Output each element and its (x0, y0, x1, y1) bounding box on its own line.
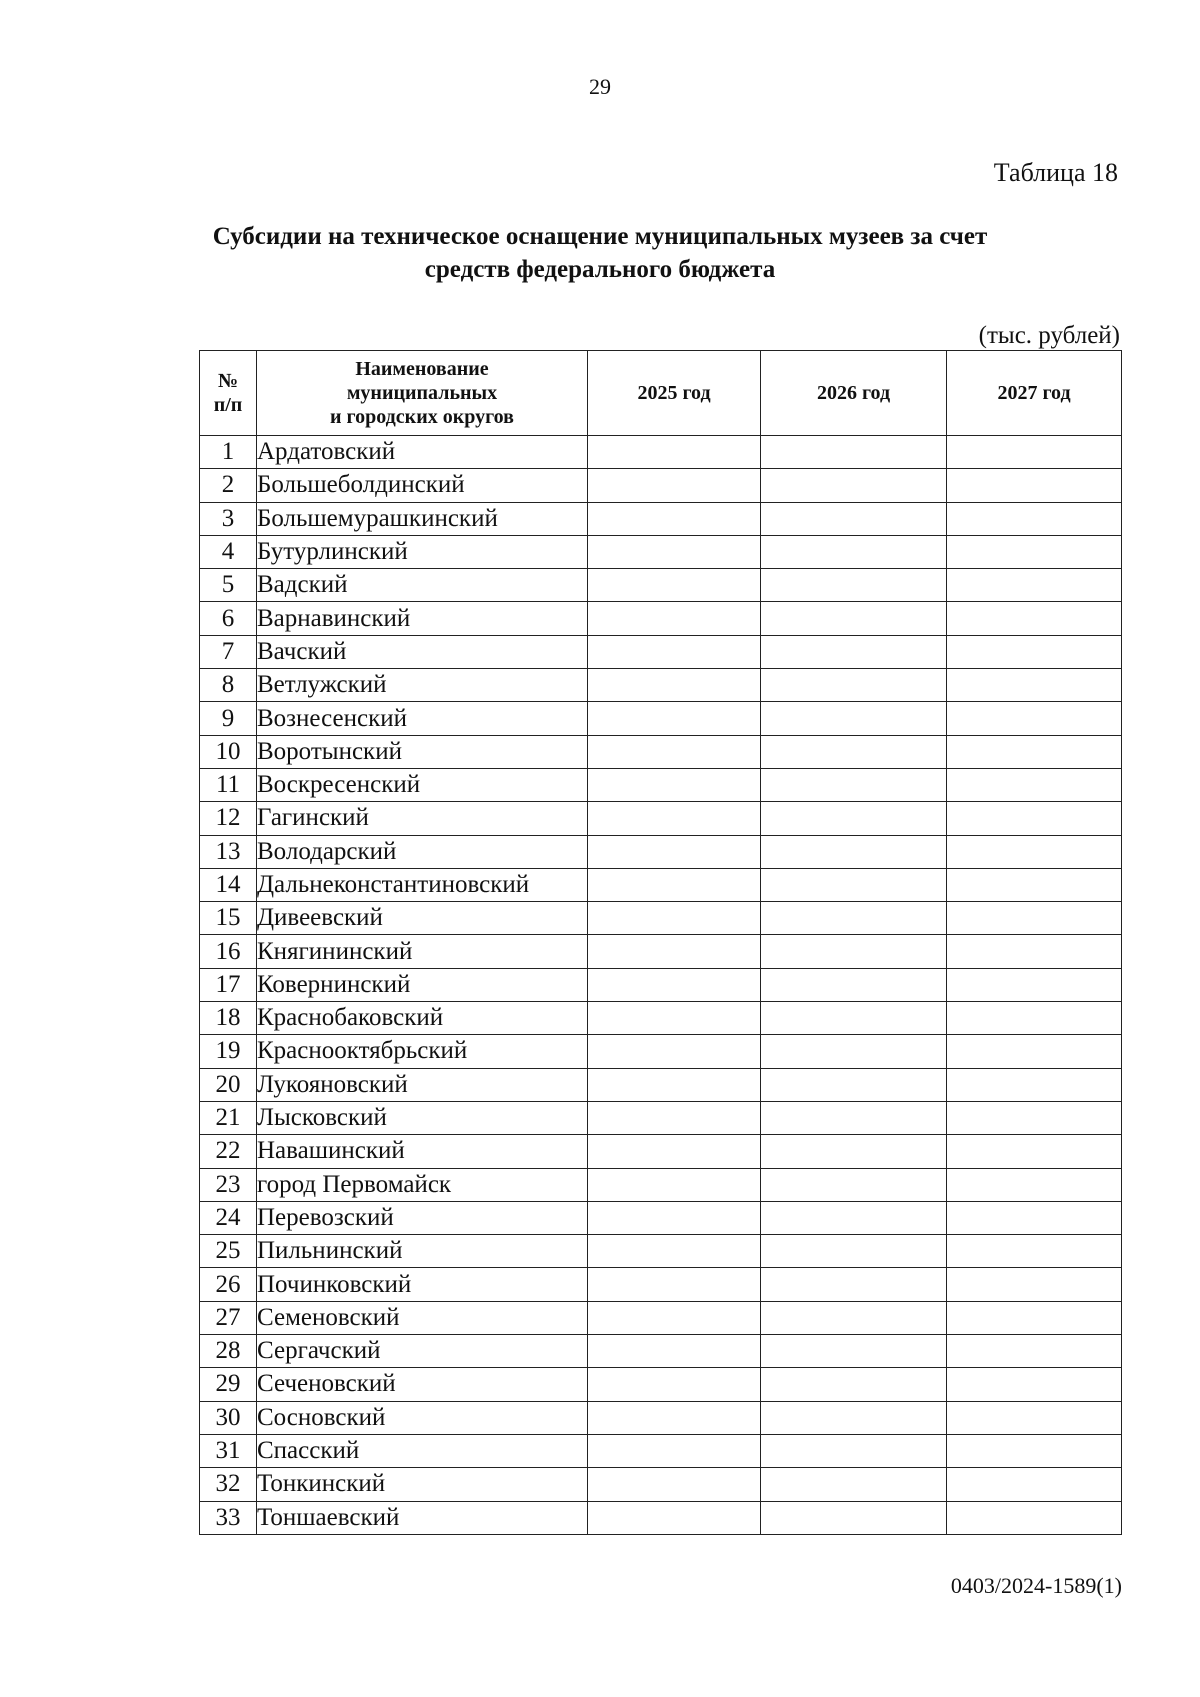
table-row (200, 1335, 1122, 1368)
value-2025-cell (588, 569, 761, 602)
value-2027-cell (947, 1368, 1122, 1401)
district-name: Ардатовский (257, 436, 588, 469)
district-name: Большемурашкинский (257, 502, 588, 535)
district-name: Княгининский (257, 935, 588, 968)
value-2025-cell (588, 1368, 761, 1401)
value-2026-cell (761, 669, 947, 702)
value-2026-cell (761, 835, 947, 868)
value-2025-cell (588, 735, 761, 768)
header-num-line-1: № (217, 370, 239, 392)
value-2025-cell (588, 535, 761, 568)
district-name: Тоншаевский (257, 1501, 588, 1534)
value-2027-cell (947, 436, 1122, 469)
header-2025: 2025 год (588, 351, 761, 436)
value-2026-cell (761, 768, 947, 801)
row-number: 14 (200, 868, 257, 901)
title-line-2: средств федерального бюджета (424, 256, 776, 283)
district-name: Воскресенский (257, 768, 588, 801)
district-name: Большеболдинский (257, 469, 588, 502)
row-number: 30 (200, 1401, 257, 1434)
row-number: 13 (200, 835, 257, 868)
table-row (200, 1201, 1122, 1234)
table-row (200, 1135, 1122, 1168)
row-number: 3 (200, 502, 257, 535)
value-2025-cell (588, 1035, 761, 1068)
district-name: Краснобаковский (257, 1002, 588, 1035)
table-row (200, 1468, 1122, 1501)
value-2027-cell (947, 768, 1122, 801)
district-name: Ковернинский (257, 968, 588, 1001)
document-code: 0403/2024-1589(1) (950, 1573, 1122, 1598)
value-2026-cell (761, 702, 947, 735)
value-2027-cell (947, 602, 1122, 635)
table-row (200, 1068, 1122, 1101)
value-2025-cell (588, 469, 761, 502)
table-row (200, 1301, 1122, 1334)
table-row (200, 669, 1122, 702)
row-number: 22 (200, 1135, 257, 1168)
value-2025-cell (588, 868, 761, 901)
value-2027-cell (947, 1101, 1122, 1134)
value-2025-cell (588, 1168, 761, 1201)
value-2026-cell (761, 1201, 947, 1234)
table-row (200, 702, 1122, 735)
value-2025-cell (588, 1301, 761, 1334)
value-2027-cell (947, 1401, 1122, 1434)
district-name: Сеченовский (257, 1368, 588, 1401)
table-row (200, 602, 1122, 635)
table-row (200, 968, 1122, 1001)
value-2027-cell (947, 1268, 1122, 1301)
value-2027-cell (947, 868, 1122, 901)
value-2026-cell (761, 569, 947, 602)
value-2026-cell (761, 735, 947, 768)
value-2025-cell (588, 502, 761, 535)
district-name: Бутурлинский (257, 535, 588, 568)
district-name: Навашинский (257, 1135, 588, 1168)
district-name: Пильнинский (257, 1235, 588, 1268)
row-number: 2 (200, 469, 257, 502)
row-number: 11 (200, 768, 257, 801)
value-2027-cell (947, 1035, 1122, 1068)
value-2025-cell (588, 802, 761, 835)
units-note: (тыс. рублей) (978, 322, 1120, 349)
row-number: 5 (200, 569, 257, 602)
value-2027-cell (947, 1135, 1122, 1168)
header-2027: 2027 год (947, 351, 1122, 436)
row-number: 28 (200, 1335, 257, 1368)
district-name: Вачский (257, 635, 588, 668)
value-2026-cell (761, 1501, 947, 1534)
value-2026-cell (761, 1068, 947, 1101)
row-number: 26 (200, 1268, 257, 1301)
table-row (200, 902, 1122, 935)
table-row (200, 1434, 1122, 1467)
value-2025-cell (588, 1401, 761, 1434)
row-number: 23 (200, 1168, 257, 1201)
value-2027-cell (947, 1002, 1122, 1035)
table-row (200, 835, 1122, 868)
header-num-line-2: п/п (213, 394, 243, 416)
value-2026-cell (761, 935, 947, 968)
value-2026-cell (761, 1101, 947, 1134)
value-2025-cell (588, 602, 761, 635)
value-2026-cell (761, 868, 947, 901)
district-name: Починковский (257, 1268, 588, 1301)
value-2027-cell (947, 735, 1122, 768)
table-row (200, 1401, 1122, 1434)
value-2027-cell (947, 1335, 1122, 1368)
value-2026-cell (761, 802, 947, 835)
value-2027-cell (947, 1168, 1122, 1201)
district-name: Краснооктябрьский (257, 1035, 588, 1068)
value-2025-cell (588, 1101, 761, 1134)
value-2027-cell (947, 502, 1122, 535)
district-name: Семеновский (257, 1301, 588, 1334)
row-number: 8 (200, 669, 257, 702)
value-2026-cell (761, 1135, 947, 1168)
district-name: Сосновский (257, 1401, 588, 1434)
table-row (200, 535, 1122, 568)
table-row (200, 1501, 1122, 1534)
district-name: Тонкинский (257, 1468, 588, 1501)
value-2027-cell (947, 702, 1122, 735)
table-row (200, 935, 1122, 968)
value-2026-cell (761, 469, 947, 502)
value-2027-cell (947, 902, 1122, 935)
table-row (200, 436, 1122, 469)
table-row (200, 1168, 1122, 1201)
value-2027-cell (947, 669, 1122, 702)
value-2026-cell (761, 535, 947, 568)
value-2025-cell (588, 1201, 761, 1234)
value-2025-cell (588, 1135, 761, 1168)
header-name-line-1: Наименование (355, 358, 489, 380)
value-2026-cell (761, 1035, 947, 1068)
value-2025-cell (588, 669, 761, 702)
value-2027-cell (947, 569, 1122, 602)
value-2026-cell (761, 1002, 947, 1035)
value-2026-cell (761, 1235, 947, 1268)
row-number: 27 (200, 1301, 257, 1334)
value-2026-cell (761, 902, 947, 935)
value-2025-cell (588, 1002, 761, 1035)
table-label: Таблица 18 (993, 158, 1118, 187)
table-row (200, 1268, 1122, 1301)
table-row (200, 868, 1122, 901)
document-title (150, 220, 1050, 286)
row-number: 31 (200, 1434, 257, 1467)
value-2027-cell (947, 1201, 1122, 1234)
value-2027-cell (947, 635, 1122, 668)
district-name: Лысковский (257, 1101, 588, 1134)
value-2025-cell (588, 436, 761, 469)
value-2025-cell (588, 1468, 761, 1501)
row-number: 19 (200, 1035, 257, 1068)
value-2027-cell (947, 1434, 1122, 1467)
value-2027-cell (947, 469, 1122, 502)
value-2025-cell (588, 968, 761, 1001)
value-2027-cell (947, 1301, 1122, 1334)
table-row (200, 1002, 1122, 1035)
value-2025-cell (588, 702, 761, 735)
value-2026-cell (761, 1301, 947, 1334)
district-name: Вадский (257, 569, 588, 602)
table-header-row (200, 351, 1122, 436)
value-2026-cell (761, 502, 947, 535)
value-2027-cell (947, 968, 1122, 1001)
row-number: 12 (200, 802, 257, 835)
district-name: Сергачский (257, 1335, 588, 1368)
value-2026-cell (761, 1335, 947, 1368)
table-row (200, 802, 1122, 835)
value-2026-cell (761, 1468, 947, 1501)
row-number: 16 (200, 935, 257, 968)
subsidy-table (199, 350, 1122, 1535)
value-2025-cell (588, 1235, 761, 1268)
row-number: 1 (200, 436, 257, 469)
row-number: 29 (200, 1368, 257, 1401)
header-name-line-3: и городских округов (330, 406, 514, 428)
value-2026-cell (761, 1268, 947, 1301)
value-2026-cell (761, 602, 947, 635)
district-name: Вознесенский (257, 702, 588, 735)
value-2027-cell (947, 1468, 1122, 1501)
value-2026-cell (761, 635, 947, 668)
value-2026-cell (761, 1401, 947, 1434)
value-2027-cell (947, 1501, 1122, 1534)
table-row (200, 768, 1122, 801)
district-name: город Первомайск (257, 1168, 588, 1201)
value-2026-cell (761, 1168, 947, 1201)
table-row (200, 735, 1122, 768)
value-2026-cell (761, 1368, 947, 1401)
table-body (200, 436, 1122, 1535)
row-number: 33 (200, 1501, 257, 1534)
district-name: Спасский (257, 1434, 588, 1467)
value-2027-cell (947, 1235, 1122, 1268)
value-2025-cell (588, 1268, 761, 1301)
row-number: 6 (200, 602, 257, 635)
district-name: Лукояновский (257, 1068, 588, 1101)
district-name: Ветлужский (257, 669, 588, 702)
value-2025-cell (588, 935, 761, 968)
district-name: Дивеевский (257, 902, 588, 935)
value-2025-cell (588, 1434, 761, 1467)
district-name: Перевозский (257, 1201, 588, 1234)
row-number: 7 (200, 635, 257, 668)
district-name: Варнавинский (257, 602, 588, 635)
header-num (200, 351, 257, 436)
value-2027-cell (947, 802, 1122, 835)
row-number: 9 (200, 702, 257, 735)
value-2026-cell (761, 436, 947, 469)
header-name (257, 351, 588, 436)
row-number: 17 (200, 968, 257, 1001)
page-number: 29 (589, 74, 611, 99)
table-row (200, 502, 1122, 535)
row-number: 4 (200, 535, 257, 568)
row-number: 32 (200, 1468, 257, 1501)
value-2026-cell (761, 968, 947, 1001)
table-row (200, 1035, 1122, 1068)
value-2025-cell (588, 1335, 761, 1368)
value-2025-cell (588, 1501, 761, 1534)
row-number: 20 (200, 1068, 257, 1101)
value-2025-cell (588, 835, 761, 868)
row-number: 10 (200, 735, 257, 768)
table-row (200, 1235, 1122, 1268)
table-row (200, 635, 1122, 668)
value-2027-cell (947, 535, 1122, 568)
value-2026-cell (761, 1434, 947, 1467)
district-name: Воротынский (257, 735, 588, 768)
value-2025-cell (588, 768, 761, 801)
header-2026: 2026 год (761, 351, 947, 436)
row-number: 25 (200, 1235, 257, 1268)
district-name: Володарский (257, 835, 588, 868)
row-number: 18 (200, 1002, 257, 1035)
table-row (200, 469, 1122, 502)
table-row (200, 1368, 1122, 1401)
title-line-1: Субсидии на техническое оснащение муниципальных музеев за счет (212, 223, 988, 250)
value-2025-cell (588, 902, 761, 935)
value-2025-cell (588, 635, 761, 668)
row-number: 15 (200, 902, 257, 935)
table-row (200, 569, 1122, 602)
value-2027-cell (947, 1068, 1122, 1101)
value-2027-cell (947, 935, 1122, 968)
row-number: 21 (200, 1101, 257, 1134)
header-name-line-2: муниципальных (346, 382, 498, 404)
table-row (200, 1101, 1122, 1134)
row-number: 24 (200, 1201, 257, 1234)
value-2025-cell (588, 1068, 761, 1101)
value-2027-cell (947, 835, 1122, 868)
district-name: Гагинский (257, 802, 588, 835)
district-name: Дальнеконстантиновский (257, 868, 588, 901)
